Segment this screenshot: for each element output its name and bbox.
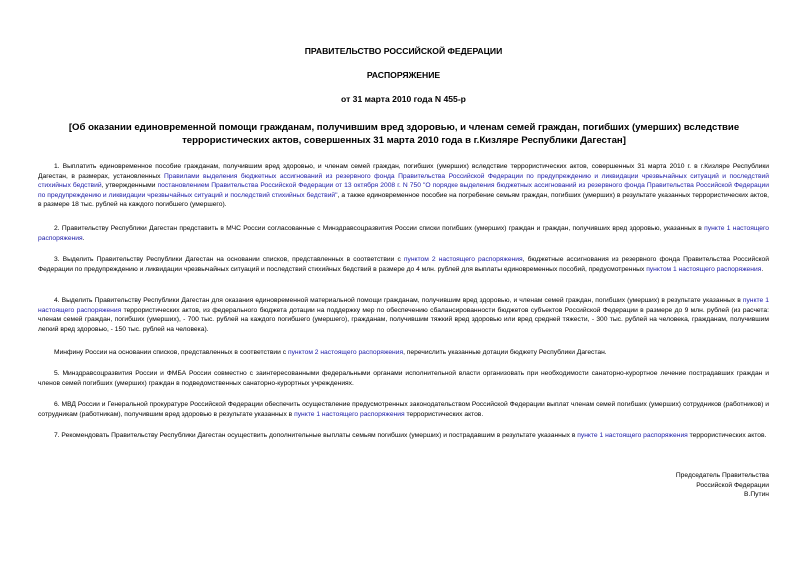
paragraph-text: 7. Рекомендовать Правительству Республики Дагестан осуществить дополнительные выплаты семьям погибших (умерших) и пострадавшим в результате указанных в [54, 432, 578, 439]
link-point-2[interactable]: пунктом 2 настоящего распоряжения [403, 256, 523, 263]
document-type: РАСПОРЯЖЕНИЕ [366, 70, 441, 80]
paragraph-text: 5. Минздравсоцразвития России и ФМБА России совместно с заинтересованными федеральными органами исполнительной власти организовать при необходимости санаторно-курортное лечение пострадавших граждан и членов семей погибших (умерших) граждан в подведомственных санаторно-курортных учреждениях. [38, 370, 769, 387]
paragraph-text: 1. Выплатить единовременное пособие гражданам, получившим вред здоровью, и членам семей граждан, погибших (умерших) вследствие террористических актов, совершенных 31 марта 2010 г. в г.Кизляре Республики Дагестан, в размерах, установленных [38, 163, 769, 180]
document-subject: [Об оказании единовременной помощи гражданам, получившим вред здоровью, и членам семей граждан, погибших (умерших) вследствие террористических актов, совершенных 31 марта 2010 года в г.Кизляре Республики Дагестан] [68, 122, 740, 146]
link-rules[interactable]: Правилами выделения бюджетных ассигнований из резервного фонда Правительства Российской Федерации по предупреждению и ликвидации чрезвычайных ситуаций и последствий стихийных бедствий [38, 172, 769, 190]
paragraph-text: 6. МВД России и Генеральной прокуратуре Российской Федерации обеспечить осуществление предусмотренных законодательством Российской Федерации выплат членам семей погибших (умерших) сотрудников (работников) и сотрудникам (работникам), получившим вред здоровью в результате указанных в [38, 401, 769, 418]
link-point-1[interactable]: пунктом 1 настоящего распоряжения [646, 265, 762, 273]
link-point-1[interactable]: пункте 1 настоящего распоряжения [577, 432, 688, 439]
paragraph-7 [38, 431, 769, 441]
paragraph-text: , перечислить указанные дотации бюджету Республики Дагестан. [403, 349, 607, 356]
signature-block [676, 471, 769, 500]
paragraph-text: террористических актов. [404, 410, 484, 418]
paragraph-text: , утвержденными [101, 182, 158, 190]
paragraph-text: , а также единовременное пособие на погребение семьям граждан, погибших (умерших) в результате указанных террористических актов, в размере 18 тыс. рублей на каждого погибшего (умершего). [38, 191, 770, 209]
signature-title-line-1: Председатель Правительства [675, 472, 769, 479]
paragraph-text: 3. Выделить Правительству Республики Дагестан на основании списков, представленных в соответствии с [54, 256, 404, 263]
paragraph-text: террористических актов, из федерального бюджета дотации на поддержку мер по обеспечению сбалансированности бюджетов субъектов Российской Федерации в размере до 9 млн. рублей (из расчета: членам семей граждан, погибших (умерших), - 700 тыс. рублей на каждого погибшего (умершего), гражданам, получившим тяжкий вред здоровью или вред средней тяжести, - 300 тыс. рублей на человека, гражданам, получившим легкий вред здоровью, - 150 тыс. рублей на человека). [38, 306, 769, 333]
paragraph-6 [38, 400, 769, 419]
government-heading: ПРАВИТЕЛЬСТВО РОССИЙСКОЙ ФЕДЕРАЦИИ [304, 46, 503, 56]
paragraph-text: террористических актов. [687, 432, 767, 439]
link-resolution-750[interactable]: постановлением Правительства Российской Федерации от 13 октября 2008 г. N 750 "О порядке выделения бюджетных ассигнований из резервного фонда Правительства Российской Федерации по предупреждению и ликвидации чрезвычайных ситуаций и последствий стихийных бедствий" [38, 182, 769, 199]
paragraph-2 [38, 224, 769, 243]
document-date-number: от 31 марта 2010 года N 455-р [341, 94, 466, 104]
paragraph-text: 4. Выделить Правительству Республики Дагестан для оказания единовременной материальной помощи гражданам, получившим вред здоровью, и членам семей граждан, погибших (умерших) в результате указанных в [54, 297, 743, 304]
paragraph-text: , бюджетные ассигнования из резервного фонда Правительства Российской Федерации по предупреждению и ликвидации чрезвычайных ситуаций и последствий стихийных бедствий в размере до 4 млн. рублей для выплаты единовременных пособий, предусмотренных [38, 256, 769, 273]
paragraph-3 [38, 255, 769, 274]
paragraph-4 [38, 296, 769, 334]
link-point-2[interactable]: пунктом 2 настоящего распоряжения [287, 349, 404, 356]
paragraph-text: 2. Правительству Республики Дагестан представить в МЧС России согласованные с Минздравсоцразвития России списки погибших (умерших) граждан и граждан, получивших вред здоровью, указанных в [54, 225, 705, 232]
paragraph-1 [38, 162, 769, 210]
paragraph-text: . [82, 234, 85, 242]
link-point-1[interactable]: пункте 1 настоящего распоряжения [294, 410, 405, 418]
signature-name: В.Путин [744, 491, 769, 499]
link-point-1[interactable]: пункте 1 настоящего распоряжения [38, 297, 769, 314]
paragraph-5 [38, 369, 769, 388]
paragraph-minfin [38, 348, 769, 358]
paragraph-text: . [761, 265, 764, 273]
paragraph-text: Минфину России на основании списков, представленных в соответствии с [54, 349, 288, 356]
link-point-1[interactable]: пункте 1 настоящего распоряжения [38, 225, 769, 242]
signature-title-line-2: Российской Федерации [696, 481, 769, 489]
